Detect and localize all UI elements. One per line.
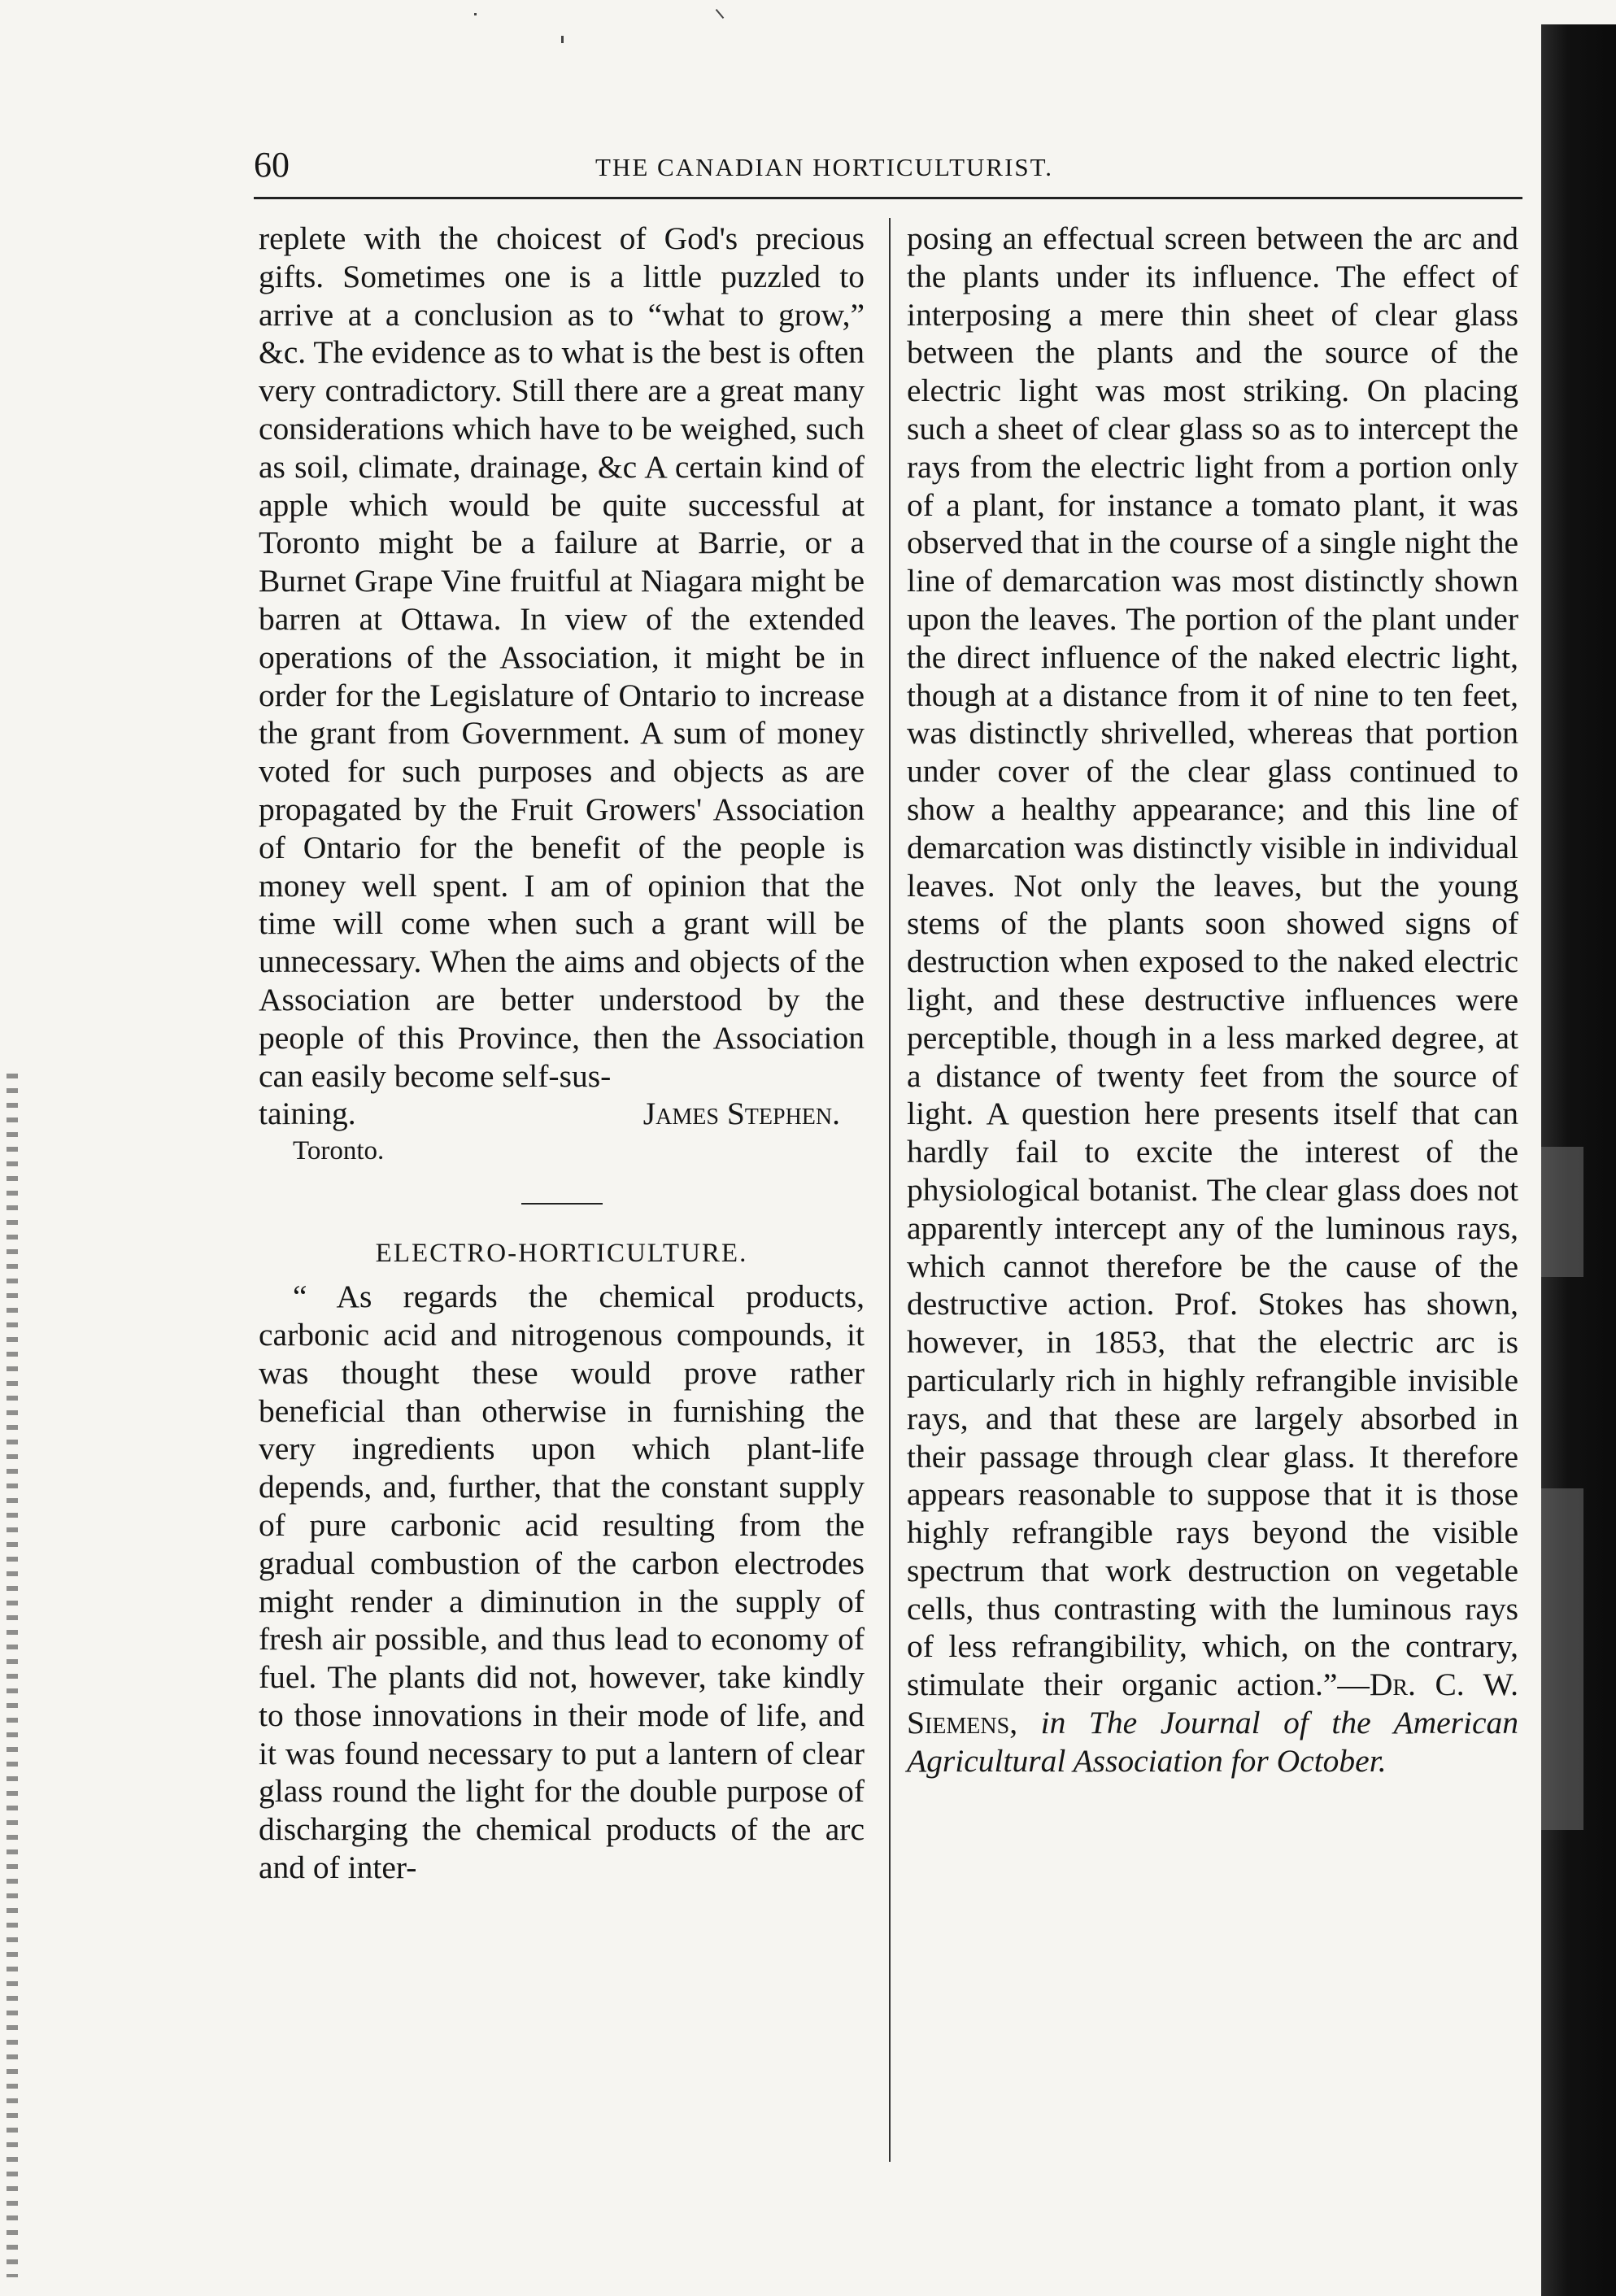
letter-paragraph: replete with the choicest of God's precious gifts. Sometimes one is a little puzzled to arrive at a conclusion as to “what to grow,” &c. The evidence as to what is the best is often very contradictory. Still there are a great many considerations which have to be weighed, such as soil, climate, drainage, &c A certain kind of apple which would be quite successful at Toronto might be a failure at Barrie, or a Burnet Grape Vine fruitful at Niagara might be barren at Ottawa. In view of the extended operations of the Association, it might be in order for the Legislature of Ontario to increase the grant from Government. A sum of money voted for such purposes and objects as are propagated by the Fruit Growers' Association of Ontario for the benefit of the people is money well spent. I am of opinion that the time will come when such a grant will be unnecessary. When the aims and objects of the Association are better understood by the people of this Province, then the Association can easily become self-sus- (259, 220, 865, 1094)
running-title: THE CANADIAN HORTICULTURIST. (595, 153, 1054, 181)
source-prefix: in (1040, 1705, 1066, 1741)
scan-speck (474, 13, 477, 15)
article-paragraph-start: “ As regards the chemical products, carbonic acid and nitrogenous compounds, it was thought these would prove rather beneficial than otherwise in furnishing the very ingredients upon which plant-life depends, and, further, that the constant supply of pure carbonic acid resulting from the gradual combustion of the carbon electrodes might render a diminution in the supply of fresh air possible, and thus lead to economy of fuel. The plants did not, however, take kindly to those innovations in their mode of life, and it was found necessary to put a lantern of clear glass round the light for the double purpose of discharging the chemical products of the arc and of inter- (259, 1279, 865, 1886)
scan-speck (561, 36, 564, 43)
letter-signature-line (259, 1095, 865, 1133)
source-title: The Journal of the American Agricultural Association for October. (907, 1705, 1519, 1779)
source-author: Dr. C. W. Siemens, (907, 1666, 1518, 1741)
header-rule (254, 197, 1522, 199)
page-edge-shadow (1541, 24, 1616, 2296)
article-continued-text: posing an effectual screen between the arc and the plants under its influence. The effect of interposing a mere thin sheet of clear glass between the plants and the source of the electric light was most striking. On placing such a sheet of clear glass so as to intercept the rays from the electric light from a portion only of a plant, for instance a tomato plant, it was observed that in the course of a single night the line of demarcation was most distinctly shown upon the leaves. The portion of the plant under the direct influence of the naked electric light, though at a distance from it of nine to ten feet, was distinctly shrivelled, whereas that portion under cover of the clear glass continued to show a healthy appearance; and this line of demarcation was distinctly visible in individual leaves. Not only the leaves, but the young stems of the plants soon showed signs of destruction when exposed to the naked electric light, and these destructive influences were perceptible, though in a less marked degree, at a distance of twenty feet from the source of light. A question here presents itself that can hardly fail to excite the interest of the physiological botanist. The clear glass does not apparently intercept any of the luminous rays, which cannot therefore be the cause of the destructive action. Prof. Stokes has shown, however, in 1853, that the electric arc is particularly rich in highly refrangible invisible rays, and that these are largely absorbed in their passage through clear glass. It therefore appears reasonable to suppose that it is those highly refrangible rays beyond the visible spectrum that work destruction on vegetable cells, thus contrasting with the luminous rays of less refrangibility, which, on the contrary, stimulate their organic action.”— (907, 220, 1518, 1703)
scan-speck (716, 9, 725, 19)
page-number: 60 (254, 145, 290, 185)
section-rule (521, 1203, 603, 1205)
left-column (259, 220, 865, 1887)
letter-signature: James Stephen. (642, 1096, 840, 1132)
running-header (254, 145, 1522, 185)
right-column (907, 220, 1518, 1780)
page-edge-notch (1541, 1147, 1583, 1277)
binding-edge-marks (7, 1074, 18, 2277)
letter-last-word: taining. (259, 1096, 356, 1132)
column-divider (889, 218, 891, 2162)
page-edge-notch (1541, 1488, 1583, 1830)
section-title: ELECTRO-HORTICULTURE. (375, 1239, 748, 1269)
letter-place: Toronto. (293, 1136, 385, 1166)
article-paragraph-continued (907, 220, 1518, 1780)
